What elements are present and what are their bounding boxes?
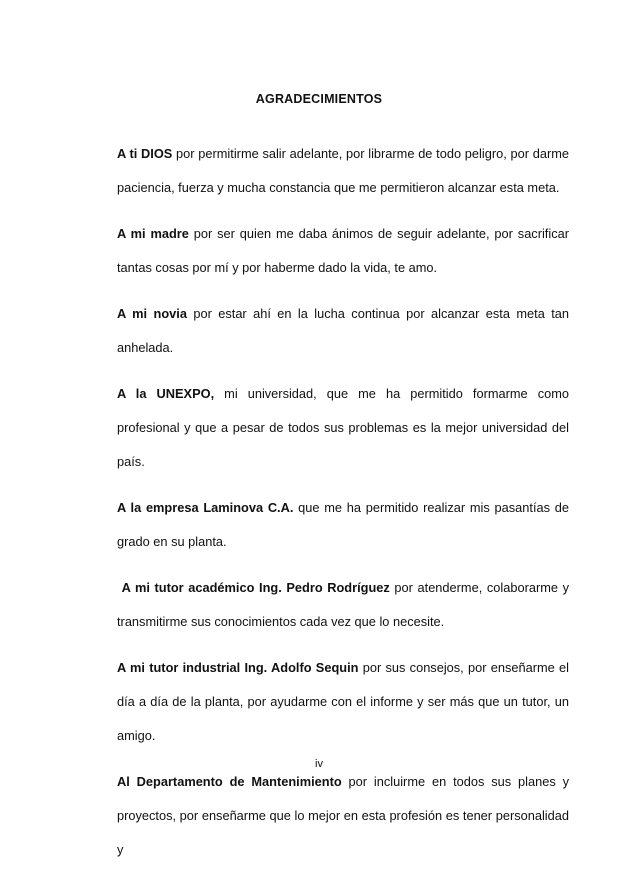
paragraph-text: mi universidad, que me ha permitido formarme como profesional y que a pesar de todos sus problemas es la mejor universidad del país. [117, 386, 569, 469]
paragraph-text: que me ha permitido realizar mis pasantías de grado en su planta. [117, 500, 569, 549]
page-title: AGRADECIMIENTOS [255, 92, 383, 106]
paragraph-lead: A la UNEXPO, [117, 386, 215, 401]
paragraph-mantenimiento [117, 765, 569, 867]
paragraph-tutor-academico [117, 571, 569, 639]
paragraph-dios [117, 137, 569, 205]
paragraph-text: por permitirme salir adelante, por librarme de todo peligro, por darme paciencia, fuerza y mucha constancia que me permitieron alcanzar esta meta. [117, 146, 569, 195]
paragraph-laminova [117, 491, 569, 559]
paragraph-lead: A mi madre [117, 226, 189, 241]
paragraph-text: por sus consejos, por enseñarme el día a día de la planta, por ayudarme con el informe y ser más que un tutor, un amigo. [117, 660, 570, 743]
page-number: iv [315, 758, 323, 770]
paragraph-text: por incluirme en todos sus planes y proyectos, por enseñarme que lo mejor en esta profesión es tener personalidad y [117, 774, 569, 857]
paragraph-text: por ser quien me daba ánimos de seguir adelante, por sacrificar tantas cosas por mí y por haberme dado la vida, te amo. [117, 226, 569, 275]
paragraph-lead: A ti DIOS [117, 146, 173, 161]
paragraph-tutor-industrial [117, 651, 569, 753]
paragraph-novia [117, 297, 569, 365]
paragraph-unexpo [117, 377, 569, 479]
paragraph-lead: A la empresa Laminova C.A. [117, 500, 294, 515]
paragraph-lead: A mi novia [117, 306, 187, 321]
paragraph-lead: Al Departamento de Mantenimiento [117, 774, 342, 789]
paragraph-lead: A mi tutor académico Ing. Pedro Rodríguez [117, 580, 390, 595]
paragraph-text: por atenderme, colaborarme y transmitirme sus conocimientos cada vez que lo necesite. [117, 580, 569, 629]
paragraph-madre [117, 217, 569, 285]
paragraph-text: por estar ahí en la lucha continua por alcanzar esta meta tan anhelada. [117, 306, 570, 355]
paragraph-lead: A mi tutor industrial Ing. Adolfo Sequin [117, 660, 359, 675]
